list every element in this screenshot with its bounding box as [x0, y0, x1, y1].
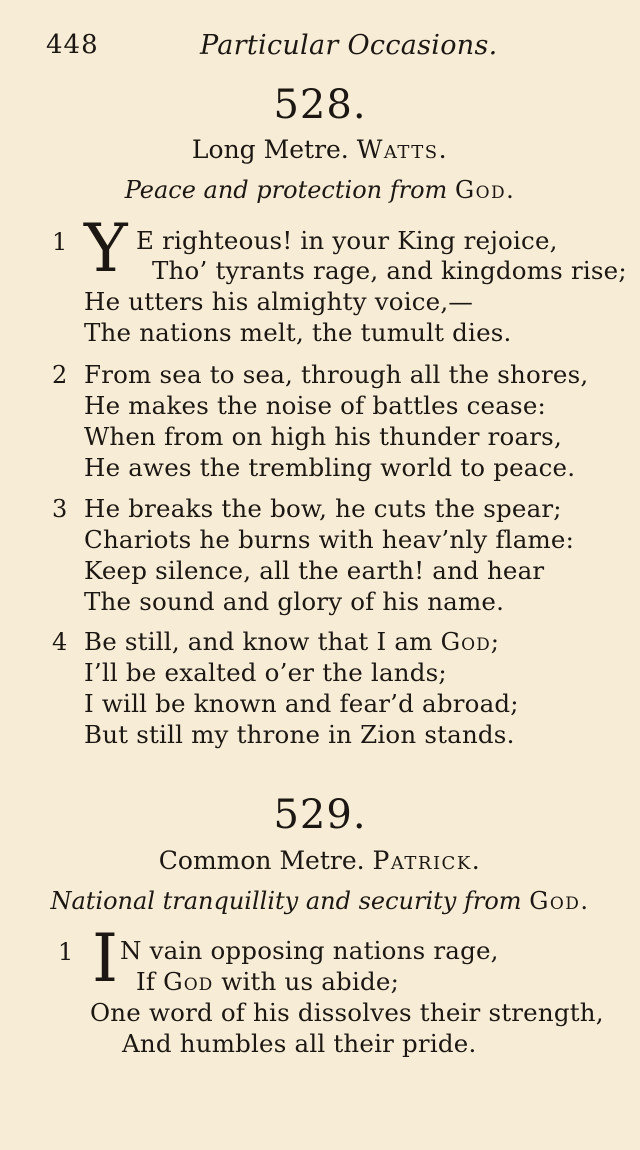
- hymn-529-subject: [0, 887, 640, 915]
- meter-label: Common Metre.: [158, 846, 365, 875]
- verse-line: He makes the noise of battles cease:: [84, 391, 546, 420]
- subject-end: God.: [529, 887, 590, 915]
- verse-line: When from on high his thunder roars,: [84, 422, 562, 451]
- verse-line: And humbles all their pride.: [122, 1029, 477, 1058]
- verse-line: I will be known and fear’d abroad;: [84, 689, 519, 718]
- meter-label: Long Metre.: [191, 135, 349, 164]
- verse-line: But still my throne in Zion stands.: [84, 720, 515, 749]
- drop-cap: I: [92, 920, 119, 997]
- hymn-528-number: 528.: [273, 82, 367, 128]
- verse-number: 1: [52, 228, 68, 256]
- verse-line: He utters his almighty voice,—: [84, 287, 474, 316]
- page-number: 448: [46, 30, 99, 60]
- verse-number: 4: [52, 628, 68, 656]
- divine-name: God;: [440, 627, 500, 656]
- verse-line: He awes the trembling world to peace.: [84, 453, 576, 482]
- verse-line: The sound and glory of his name.: [84, 587, 505, 616]
- verse-line-text: with us abide;: [221, 967, 400, 996]
- drop-cap: Y: [84, 210, 128, 287]
- verse-line: [136, 967, 399, 996]
- divine-name: God: [163, 967, 214, 996]
- verse-line: Chariots he burns with heav’nly flame:: [84, 525, 575, 554]
- verse-line: [84, 627, 500, 656]
- verse-line: One word of his dissolves their strength,: [90, 998, 604, 1027]
- subject-text: Peace and protection from: [124, 176, 448, 204]
- subject-end: God.: [454, 176, 516, 204]
- running-head: [0, 30, 640, 70]
- verse-line: He breaks the bow, he cuts the spear;: [84, 494, 562, 523]
- verse-number: 1: [58, 938, 74, 966]
- verse-number: 3: [52, 495, 68, 523]
- hymn-529-meter: [0, 846, 640, 875]
- running-title: Particular Occasions.: [200, 30, 498, 61]
- verse-line: Keep silence, all the earth! and hear: [84, 556, 545, 585]
- verse-line: Tho’ tyrants rage, and kingdoms rise;: [152, 256, 627, 285]
- hymn-529-number: 529.: [273, 792, 367, 838]
- hymn-528-subject: [0, 176, 640, 204]
- author-name: Patrick.: [372, 846, 482, 875]
- verse-line: E righteous! in your King rejoice,: [136, 226, 558, 255]
- verse-line: From sea to sea, through all the shores,: [84, 360, 589, 389]
- hymn-528-meter: [0, 135, 640, 164]
- author-name: Watts.: [356, 135, 449, 164]
- subject-text: National tranquillity and security from: [50, 887, 522, 915]
- verse-line: I’ll be exalted o’er the lands;: [84, 658, 447, 687]
- verse-line: N vain opposing nations rage,: [120, 936, 499, 965]
- verse-line: The nations melt, the tumult dies.: [84, 318, 512, 347]
- verse-line-text: Be still, and know that I am: [84, 627, 433, 656]
- verse-number: 2: [52, 361, 68, 389]
- verse-line-text: If: [136, 967, 156, 996]
